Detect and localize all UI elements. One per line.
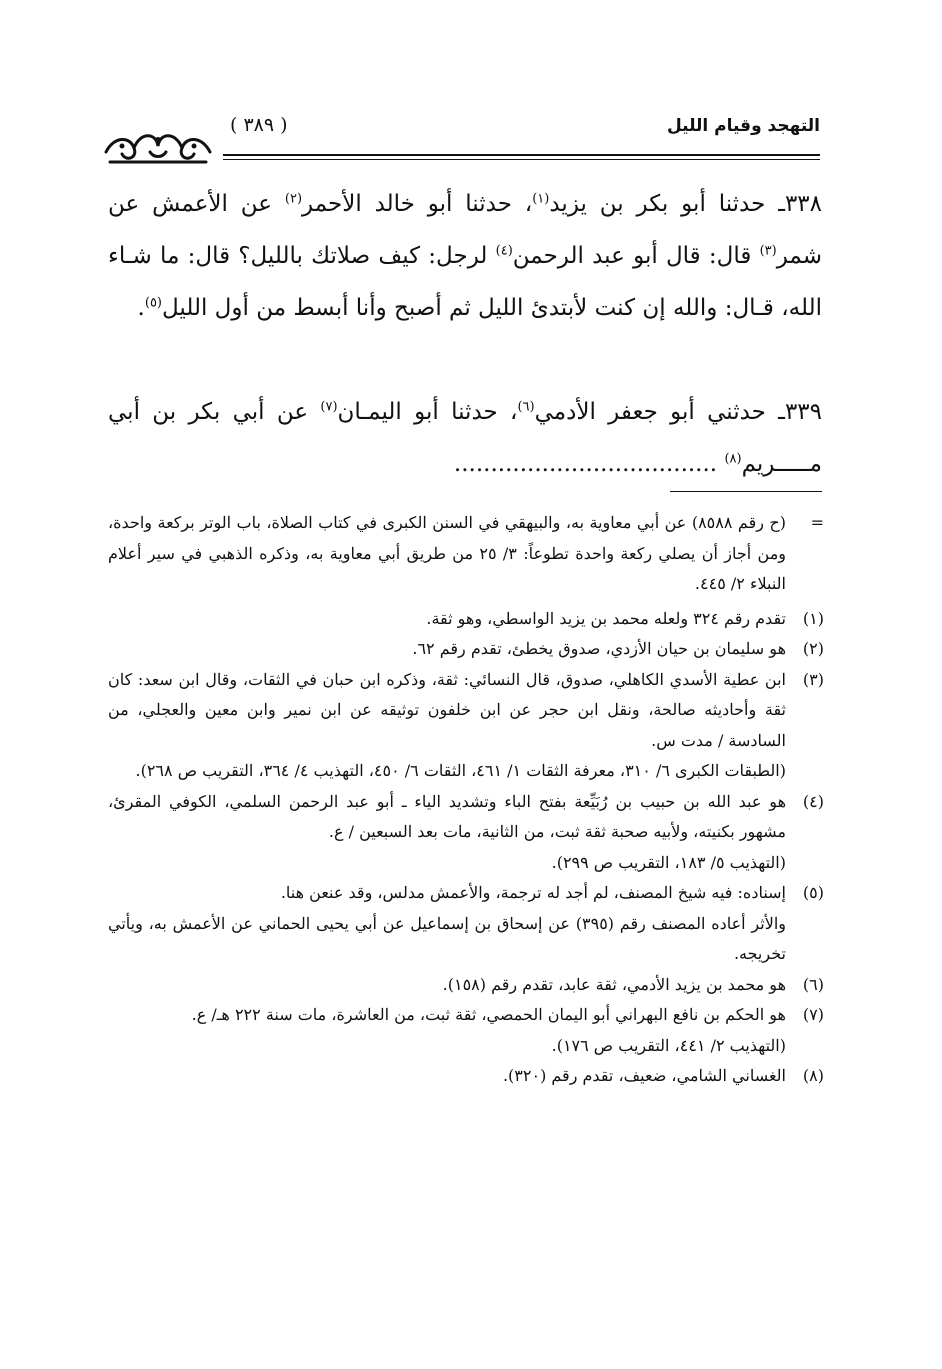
footnote-continued <box>108 508 824 600</box>
hadith-text: ، حدثنا أبو اليمـان <box>337 399 518 425</box>
footnote-text: هو الحكم بن نافع البهراني أبو اليمان الحمصي، ثقة ثبت، من العاشرة، مات سنة ٢٢٢ هـ/ ع. <box>191 1005 786 1024</box>
footnote-ref: (٢) <box>284 191 303 207</box>
footnote-6 <box>108 970 824 1001</box>
hadith-text: ٣٣٨ـ حدثنا أبو بكر بن يزيد <box>549 191 822 217</box>
footnote-text: ابن عطية الأسدي الكاهلي، صدوق، قال النسائي: ثقة، وذكره ابن حبان في الثقات، وقال ابن سعد: كان ثقة وأحاديثه صالحة، ونقل ابن حجر عن ابن خلفون توثيقه عن ابن نمير وابن معين والعجلي، من السادسة / مدت س. <box>108 669 786 750</box>
footnote-text: الغساني الشامي، ضعيف، تقدم رقم (٣٢٠). <box>502 1066 786 1085</box>
footnote-4 <box>108 787 824 879</box>
footnote-separator <box>670 491 822 492</box>
footnote-text: والأثر أعاده المصنف رقم (٣٩٥) عن إسحاق بن إسماعيل عن أبي يحيى الحماني عن الأعمش به، ويأتي تخريجه. <box>108 913 786 963</box>
hadith-text: قال: قال أبو عبد الرحمن <box>512 243 760 269</box>
footnote-text: (التهذيب ٥/ ١٨٣، التقريب ص ٢٩٩). <box>551 852 786 872</box>
footnote-ref: (٣) <box>759 243 777 259</box>
footnote-mark: (٤) <box>802 791 824 811</box>
footnote-mark: (٧) <box>802 1005 824 1024</box>
footnote-mark: (٨) <box>802 1066 824 1085</box>
hadith-339 <box>108 386 822 490</box>
hadith-text: ٣٣٩ـ حدثني أبو جعفر الأدمي <box>534 399 822 425</box>
hadith-338 <box>108 178 822 334</box>
footnote-8 <box>108 1061 824 1092</box>
footnote-2 <box>108 634 824 665</box>
footnote-ref: (٧) <box>320 399 338 415</box>
footnote-1 <box>108 604 824 635</box>
footnote-ref: (٨) <box>724 451 742 467</box>
footnote-text: (التهذيب ٢/ ٤٤١، التقريب ص ١٧٦). <box>551 1035 786 1055</box>
footnote-text: إسناده: فيه شيخ المصنف، لم أجد له ترجمة، والأعمش مدلس، وقد عنعن هنا. <box>280 883 786 902</box>
page-header <box>100 112 820 164</box>
continuation-dots: .................................... <box>453 451 718 477</box>
footnote-mark: (٥) <box>802 883 824 902</box>
footnote-ref: (٤) <box>495 243 513 259</box>
footnote-3 <box>108 665 824 787</box>
hadith-text: عن الأعمش عن شمر <box>108 191 822 269</box>
footnote-mark: (٢) <box>802 639 824 658</box>
footnote-ref: (١) <box>532 191 550 207</box>
page-number: ( ٣٨٩ ) <box>230 114 288 136</box>
footnote-text: تقدم رقم ٣٢٤ ولعله محمد بن يزيد الواسطي، وهو ثقة. <box>426 608 786 628</box>
hadith-text: . <box>137 295 145 321</box>
footnote-7 <box>108 1000 824 1061</box>
footnote-text: هو عبد الله بن حبيب بن رُبَيِّعة بفتح الباء وتشديد الياء ـ أبو عبد الرحمن السلمي، الكوفي المقرئ، مشهور بكنيته، ولأبيه صحبة ثقة ثبت، من الثانية، مات بعد السبعين / ع. <box>108 791 787 841</box>
footnote-mark: (١) <box>802 608 824 628</box>
footnote-text: هو سليمان بن حيان الأزدي، صدوق يخطئ، تقدم رقم ٦٢. <box>412 639 786 658</box>
footnotes <box>108 508 824 1092</box>
footnote-mark: (٦) <box>802 974 824 994</box>
running-title: التهجد وقيام الليل <box>666 116 820 136</box>
header-rule <box>223 154 820 160</box>
hadith-text: عن أبي بكر بن أبي مـــــريم <box>108 399 822 477</box>
footnote-ref: (٦) <box>517 399 535 415</box>
hadith-text: لرجل: كيف صلاتك بالليل؟ قال: ما شـاء الله، قـال: والله إن كنت لأبتدئ الليل ثم أصبح وأنا أبسط من أول الليل <box>108 243 822 321</box>
footnote-mark: = <box>810 513 824 532</box>
footnote-5 <box>108 878 824 970</box>
footnote-ref: (٥) <box>144 295 162 311</box>
floral-ornament-icon <box>100 122 216 166</box>
footnote-text: (الطبقات الكبرى ٦/ ٣١٠، معرفة الثقات ١/ ٤٦١، الثقات ٦/ ٤٥٠، التهذيب ٤/ ٣٦٤، التقريب ص ٢٦٨). <box>135 761 786 780</box>
footnote-mark: (٣) <box>802 669 824 689</box>
footnote-text: هو محمد بن يزيد الأدمي، ثقة عابد، تقدم رقم (١٥٨). <box>442 974 786 994</box>
footnote-text: (ح رقم ٨٥٨٨) عن أبي معاوية به، والبيهقي في السنن الكبرى في كتاب الصلاة، باب الوتر بركعة واحدة، ومن أجاز أن يصلي ركعة واحدة تطوعاً: ٣/ ٢٥ من طريق أبي معاوية به، وذكره الذهبي في سير أعلام النبلاء ٢/ ٤٤٥. <box>108 513 787 593</box>
hadith-text: ، حدثنا أبو خالد الأحمر <box>302 191 533 217</box>
